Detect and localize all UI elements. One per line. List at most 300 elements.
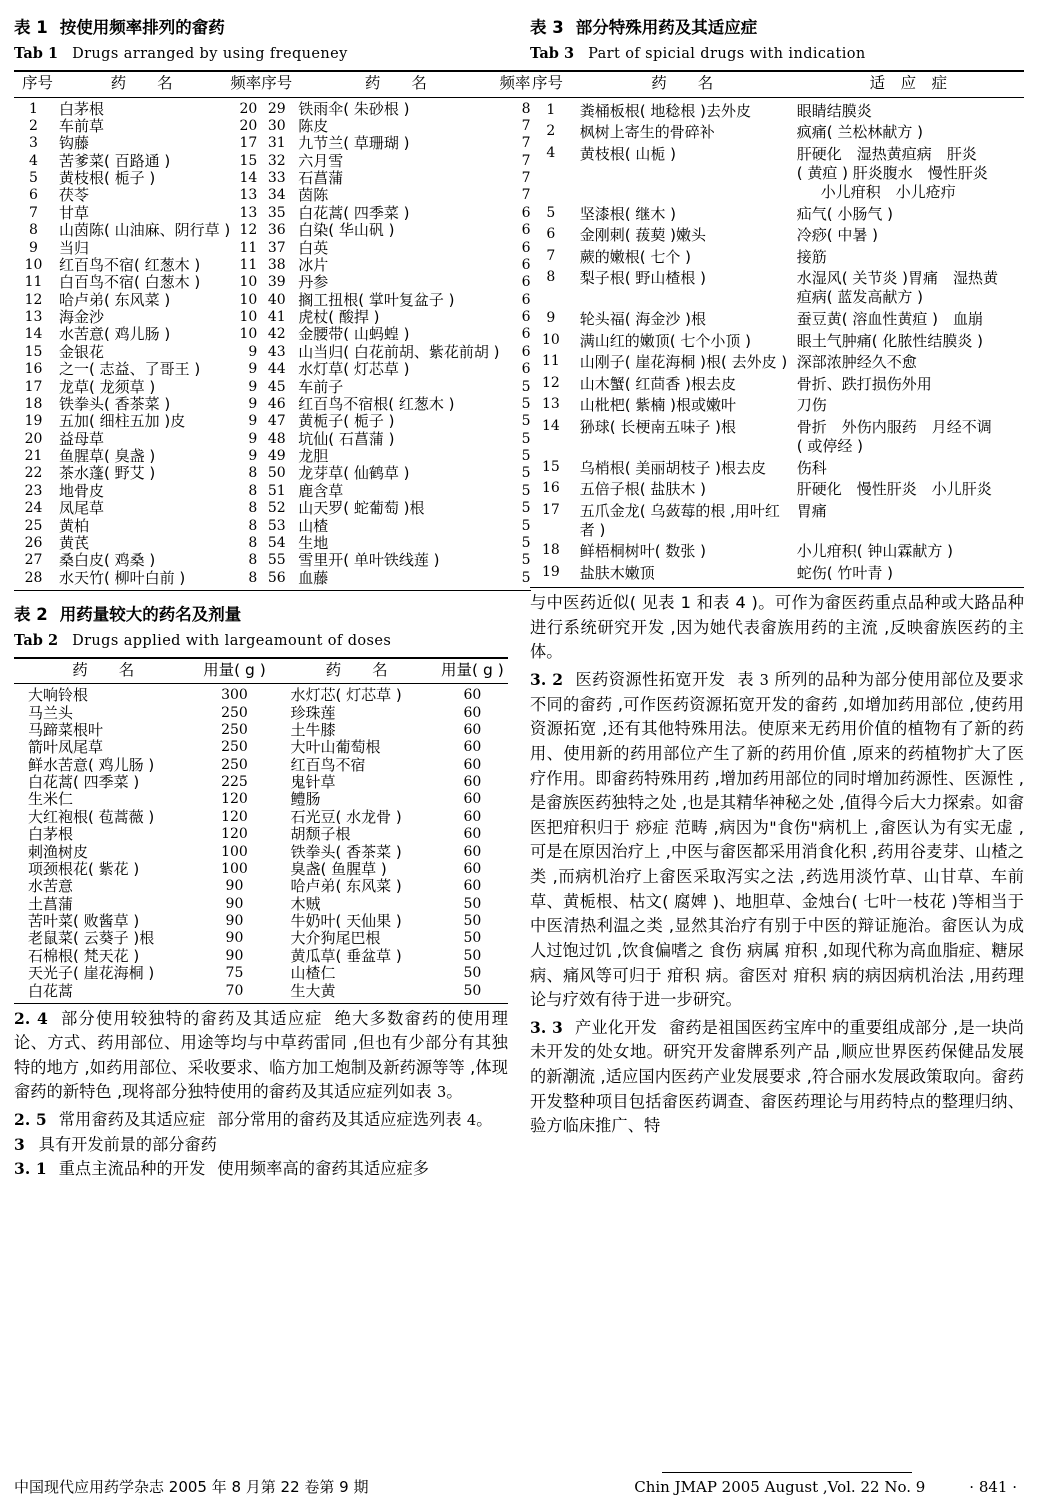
table1-cell-name-2: 龙胆 [298,447,329,465]
table1-cell-name-2: 山当归( 白花前胡、紫花前胡 ) [298,342,500,361]
table2-head [14,658,508,684]
table3-cell-indication [793,330,1024,352]
table1-cell-name-2: 车前子 [298,377,344,396]
table-row [14,809,508,826]
table2-cell-dose: 70 [225,982,244,999]
table1-cell-name-2: 坑仙( 石菖蒲 ) [298,429,395,448]
table2-cell-name: 水苦意 [28,877,74,896]
table3-cell-indication [793,225,1024,247]
table1-frequency [14,70,531,591]
table2-cell-dose-2: 50 [463,930,482,947]
table3-cell-name: 黄枝根( 山栀 ) [579,144,676,163]
table1-cell-name: 黄柏 [59,516,90,535]
table3-cell-no: 11 [541,353,560,370]
table1-cell-no: 18 [24,395,43,412]
table-row [14,517,531,534]
footer-journal-en: Chin JMAP 2005 August ,Vol. 22 No. 9 [634,1478,926,1496]
table2-cell-dose-2: 50 [463,913,482,929]
table1-cell-freq: 9 [248,430,258,447]
table1-col-no-2: 序号 [261,71,292,97]
inline-latin-text: 3 [759,673,769,690]
table1-cell-freq: 9 [248,378,258,395]
table1-cell-no-2: 42 [267,326,286,343]
table3-cell-name: 山枇杷( 紫楠 )根或嫩叶 [579,396,736,415]
table1-cell-name: 铁拳头( 香茶菜 ) [59,394,171,413]
table-row [530,374,1024,396]
table3-indication-line: 小儿疳积( 钟山霖献方 ) [796,542,954,561]
table3-indication-line: 肝硬化 慢性肝炎 小儿肝炎 [796,480,992,499]
table1-caption-cn [14,14,508,38]
table2-cell-dose-2: 60 [463,826,482,843]
table-row [14,274,531,291]
table3-indication-line: 疸病( 蓝发高献方 ) [796,288,924,307]
table1-cell-freq-2: 6 [521,326,531,343]
table3-special-drugs [530,70,1024,588]
section-number-3-2: 3. 2 [530,670,564,690]
table1-cell-freq: 8 [248,500,258,517]
table1-cell-name: 茯苓 [59,186,90,205]
table1-cell-no-2: 41 [267,309,286,325]
table2-cell-name-2: 山楂仁 [290,964,336,983]
table1-cell-no: 8 [29,222,38,239]
table-row [530,417,1024,458]
two-column-layout [14,14,1033,1454]
table3-cell-indication [793,457,1024,479]
table2-cell-dose: 90 [225,913,244,929]
right-column [530,14,1024,1454]
paragraph-3-1-continued: 与中医药近似( 见表 1 和表 4 )。可作为畲医药重点品种或大路品种进行系统研究开发 ,因为她代表畲族用药的主流 ,反映畲族医药的主体。 [530,593,1024,662]
table3-cell-name: 五爪金龙( 乌蔹莓的根 ,用叶红者 ) [579,501,780,539]
table1-cell-freq: 20 [239,117,258,134]
table1-cell-no: 15 [24,343,43,360]
table1-cell-name: 哈卢弟( 东风菜 ) [59,290,171,309]
table1-cell-name: 黄枝根( 栀子 ) [59,169,156,187]
table-row [14,791,508,808]
table3-indication-line: ( 黄疸 ) 肝炎腹水 慢性肝炎 [796,163,988,182]
section-title-3-1: 重点主流品种的开发 [58,1159,206,1179]
table3-caption-cn-number: 表 3 [530,18,564,37]
table3-cell-indication [793,501,1024,542]
footer-journal-cn: 中国现代应用药学杂志 2005 年 8 月第 22 卷第 9 期 [14,1478,369,1496]
table1-header-row [14,71,531,97]
table1-bottom-rule [14,590,531,591]
table1-cell-freq-2: 5 [521,569,531,586]
table3-caption-cn [530,14,1024,38]
table-row [14,257,531,274]
table2-cell-dose-2: 60 [463,808,482,825]
table1-cell-no: 17 [24,378,43,395]
table1-col-no: 序号 [14,71,53,97]
table1-cell-name: 桑白皮( 鸡桑 ) [59,551,156,570]
table2-cell-dose: 75 [225,965,244,982]
table2-col-dose-2: 用量( g ) [437,658,508,684]
table1-cell-no-2: 47 [267,413,286,430]
table1-cell-name-2: 山天罗( 蛇葡萄 )根 [298,499,425,518]
table3-cell-indication [793,143,1024,203]
table3-caption-en [530,45,1024,62]
table1-cell-no-2: 34 [267,187,286,204]
table1-cell-no-2: 48 [267,430,286,447]
table1-cell-name: 钩藤 [59,134,90,153]
table2-cell-dose-2: 60 [463,774,482,790]
table2-cell-name-2: 珍珠莲 [290,703,336,722]
table2-cell-name-2: 石光豆( 水龙骨 ) [290,807,402,826]
table1-cell-no-2: 36 [267,222,286,239]
table3-cell-name: 枫树上寄生的骨碎补 [579,123,715,142]
table1-cell-name: 水天竹( 柳叶白前 ) [59,568,186,587]
table1-cell-freq-2: 6 [521,239,531,256]
table-row [14,982,508,1003]
table2-cell-dose: 250 [221,704,248,721]
table1-cell-no: 2 [29,117,38,134]
table1-cell-no-2: 38 [267,256,286,273]
table1-cell-freq-2: 6 [521,256,531,273]
table2-cell-name-2: 大介狗尾巴根 [290,929,381,948]
table3-indication-line: 疝气( 小肠气 ) [796,204,894,223]
table-row [530,501,1024,542]
table1-cell-no-2: 49 [267,448,286,464]
table1-cell-no-2: 37 [267,239,286,256]
table2-col-dose: 用量( g ) [192,658,276,684]
table1-cell-name: 鱼腥草( 臭盏 ) [59,447,156,465]
table1-cell-name: 白茅根 [59,99,105,118]
table3-foot [530,588,1024,589]
table3-indication-line: ( 或停经 ) [796,437,864,455]
table2-cell-dose: 250 [221,739,248,756]
section-body-2-5: 部分常用的畲药及其适应症选列表 4。 [217,1110,493,1129]
table1-cell-freq-2: 5 [521,448,531,464]
table1-cell-no: 27 [24,552,43,569]
table3-indication-line: 骨折 外伤内服药 月经不调 [796,417,992,436]
table1-cell-no-2: 56 [267,569,286,586]
table1-cell-no: 9 [29,239,38,256]
table-row [14,413,531,430]
table3-col-name: 药 名 [572,71,793,97]
table1-cell-no: 23 [24,482,43,499]
table2-cell-dose-2: 60 [463,739,482,756]
table2-cell-dose: 225 [221,774,248,790]
table1-cell-freq: 10 [239,274,258,291]
table2-cell-name: 项颈根花( 紫花 ) [28,859,140,878]
table-row [530,143,1024,203]
table3-cell-no: 17 [541,501,560,518]
table-row [14,704,508,721]
table1-cell-name-2: 金腰带( 山蚂蝗 ) [298,325,410,344]
table2-cell-dose: 90 [225,895,244,912]
table3-cell-indication [793,247,1024,269]
table-row [530,457,1024,479]
table-row [14,500,531,517]
table1-cell-name-2: 黄栀子( 栀子 ) [298,412,395,431]
table3-col-indication: 适 应 症 [793,71,1024,97]
table3-cell-no: 19 [541,564,560,580]
table2-caption-cn-text: 用药量较大的药名及剂量 [59,604,242,624]
table1-cell-name: 水苦意( 鸡儿肠 ) [59,325,171,344]
table1-cell-name: 黄芪 [59,533,90,552]
table-row [14,205,531,222]
table3-caption-en-number: Tab 3 [530,45,575,62]
table1-cell-no: 21 [24,448,43,464]
table1-cell-name-2: 生地 [298,533,329,552]
table1-caption-en-number: Tab 1 [14,45,59,62]
table1-cell-freq: 20 [239,100,258,117]
table3-cell-indication [793,374,1024,396]
table-row [530,97,1024,122]
table2-cell-dose: 120 [221,791,248,808]
table1-caption-cn-text: 按使用频率排列的畲药 [59,18,225,37]
table1-cell-no: 10 [24,256,43,273]
table3-indication-line: 深部浓肿经久不愈 [796,353,917,372]
table2-cell-name: 天光子( 崖花海桐 ) [28,964,155,983]
table2-cell-name-2: 铁拳头( 香茶菜 ) [290,842,402,861]
section-number-3-1: 3. 1 [14,1159,47,1179]
table-row [14,965,508,982]
table2-caption-cn [14,601,508,625]
table1-cell-name-2: 铁雨伞( 朱砂根 ) [298,99,410,118]
table3-header-row [530,71,1024,97]
table-row [14,326,531,343]
table3-indication-line: 小儿疳积 小儿疮疖 [820,183,956,201]
table-row [14,739,508,756]
table1-cell-freq: 11 [239,239,258,256]
table1-cell-no-2: 46 [267,395,286,412]
table3-cell-name: 盐肤木嫩顶 [579,564,655,582]
table1-cell-no: 13 [24,309,43,325]
table-row [14,135,531,152]
table-row [14,878,508,895]
table-row [14,552,531,569]
table1-cell-freq-2: 5 [521,395,531,412]
table-row [14,535,531,552]
table-row [530,541,1024,563]
paragraph-3-3 [530,1016,1024,1139]
table1-cell-name-2: 水灯草( 灯芯草 ) [298,360,410,379]
table-row [14,361,531,378]
table2-foot [14,1003,508,1004]
table1-cell-name-2: 丹参 [298,273,329,292]
table3-indication-line: 伤科 [796,458,827,477]
table3-cell-no: 18 [541,542,560,559]
table3-cell-name: 五倍子根( 盐肤木 ) [579,480,706,499]
table3-cell-no: 2 [546,123,556,140]
table2-cell-name: 生米仁 [28,790,74,809]
table1-cell-name: 苦爹菜( 百路通 ) [59,151,171,170]
table1-cell-no: 25 [24,517,43,534]
table-row [14,722,508,739]
table2-cell-dose: 100 [221,843,248,860]
table-row [14,97,531,118]
table2-cell-name: 土菖蒲 [28,894,74,913]
table1-cell-no-2: 55 [267,552,286,569]
table1-cell-no: 14 [24,326,43,343]
table1-cell-freq: 12 [239,222,258,239]
table3-indication-line: 水湿风( 关节炎 )胃痛 湿热黄 [796,269,999,288]
table1-cell-no-2: 32 [267,152,286,169]
table2-cell-name-2: 鬼针草 [290,773,336,791]
table3-indication-line: 刀伤 [796,396,827,415]
table-row [14,465,531,482]
section-title-2-5: 常用畲药及其适应症 [58,1110,206,1129]
table1-cell-name-2: 红百鸟不宿根( 红葱木 ) [298,394,455,413]
table1-cell-name-2: 茵陈 [298,186,329,205]
table-row [14,170,531,187]
table2-cell-dose-2: 60 [463,860,482,877]
table1-cell-name-2: 白染( 华山矾 ) [298,221,395,240]
table1-cell-no-2: 30 [267,117,286,134]
table1-cell-name-2: 冰片 [298,255,329,274]
table1-cell-freq-2: 5 [521,517,531,534]
table-row [14,430,531,447]
table3-body [530,97,1024,588]
table-row [530,563,1024,588]
table1-cell-freq-2: 6 [521,361,531,378]
table1-cell-freq-2: 5 [521,500,531,517]
section-number-3-3: 3. 3 [530,1017,563,1037]
table3-indication-line: 接筋 [796,247,827,266]
table2-col-name-2: 药 名 [276,658,436,684]
table3-cell-name: 梨子根( 野山楂根 ) [579,269,706,288]
table2-cell-dose: 250 [221,721,248,738]
table1-cell-no-2: 40 [267,291,286,308]
table2-cell-dose: 100 [221,860,248,877]
section-number-2-5: 2. 5 [14,1110,47,1129]
table1-cell-no: 26 [24,534,43,551]
table-row [530,352,1024,374]
table3-cell-name: 狲球( 长梗南五味子 )根 [579,417,736,436]
table1-cell-freq-2: 6 [521,274,531,291]
table1-cell-freq: 9 [248,343,258,360]
table3-cell-no: 9 [546,310,556,326]
table1-cell-freq: 13 [239,187,258,204]
table3-indication-line: 胃痛 [796,501,827,520]
table1-cell-freq: 8 [248,569,258,586]
table3-indication-line: 冷痧( 中暑 ) [796,226,879,245]
page-footer [14,1476,1033,1497]
table3-caption-cn-text: 部分特殊用药及其适应症 [575,18,758,37]
table3-caption-en-text: Part of spicial drugs with indication [588,46,866,62]
table2-cell-dose: 90 [225,878,244,895]
table2-cell-dose-2: 60 [463,878,482,895]
table3-cell-no: 1 [546,101,556,118]
table1-col-name-2: 药 名 [292,71,499,97]
table1-cell-freq-2: 7 [521,170,531,186]
table2-caption-cn-number: 表 2 [14,604,48,624]
table3-cell-indication [793,479,1024,501]
table1-cell-freq-2: 7 [521,135,531,152]
table3-cell-name: 蕨的嫩根( 七个 ) [579,247,691,266]
table-row [14,756,508,773]
paragraph-3-2 [530,668,1024,1013]
table-row [14,152,531,169]
table1-cell-freq-2: 5 [521,534,531,551]
table3-cell-indication [793,97,1024,122]
table2-cell-name-2: 臭盏( 鱼腥草 ) [290,859,387,878]
table1-cell-no: 22 [24,465,43,482]
table1-cell-no: 24 [24,500,43,517]
table1-cell-freq-2: 6 [521,204,531,221]
table1-cell-name-2: 白花蒿( 四季菜 ) [298,203,410,222]
table3-bottom-rule [530,588,1024,589]
table2-cell-name-2: 牛奶叶( 天仙果 ) [290,912,402,930]
table2-cell-dose-2: 60 [463,756,482,773]
table3-cell-no: 7 [546,247,556,264]
table1-cell-no: 11 [24,274,43,291]
table3-cell-no: 13 [541,396,560,413]
table3-cell-no: 4 [546,144,556,161]
table1-caption-en [14,45,508,62]
table2-cell-dose-2: 50 [463,895,482,912]
table3-indication-line: 蚕豆黄( 溶血性黄疸 ) 血崩 [796,310,984,328]
table1-cell-name-2: 六月雪 [298,151,344,170]
table1-cell-freq: 8 [248,465,258,482]
table1-cell-freq-2: 5 [521,482,531,499]
table1-cell-freq: 10 [239,291,258,308]
section-title-3-3: 产业化开发 [574,1017,657,1037]
table3-cell-name: 鲜梧桐树叶( 数张 ) [579,542,706,561]
table2-dosage [14,657,508,1004]
table-row [14,930,508,947]
table2-cell-name: 苦叶菜( 败酱草 ) [28,912,140,930]
table1-cell-name-2: 石菖蒲 [298,169,344,187]
table2-cell-dose-2: 50 [463,982,482,999]
table3-cell-no: 16 [541,480,560,497]
table3-indication-line: 疯痛( 兰松林献方 ) [796,123,924,142]
table1-cell-freq-2: 5 [521,430,531,447]
table-row [14,239,531,256]
table-row [530,203,1024,225]
table1-cell-freq-2: 7 [521,117,531,134]
table1-col-freq: 频率 [230,71,261,97]
table1-col-freq-2: 频率 [500,71,531,97]
table-row [14,187,531,204]
table-row [14,222,531,239]
table3-indication-line: 眼土气肿痛( 化脓性结膜炎 ) [796,331,984,350]
table2-cell-dose-2: 60 [463,704,482,721]
table1-cell-no: 5 [29,170,38,186]
section-body-3-3: 畲药是祖国医药宝库中的重要组成部分 ,是一块尚未开发的处女地。研究开发畲牌系列产品 ,顺应世界医药保健品发展的新潮流 ,适应国内医药产业发展要求 ,符合丽水发展政策取向。畲药开发整种项目包括畲医药调查、畲医药理论与用药特点的整理归纳、验方临床推广、特 [530,1017,1025,1136]
table1-cell-freq-2: 7 [521,187,531,204]
table1-cell-no-2: 39 [267,274,286,291]
table2-cell-dose-2: 60 [463,721,482,738]
table3-col-no: 序号 [530,71,572,97]
table1-cell-name: 山茵陈( 山油麻、阴行草 ) [59,221,231,240]
table2-cell-name-2: 鳢肠 [290,790,321,809]
table1-cell-freq: 9 [248,395,258,412]
table-row [14,895,508,912]
table3-cell-name: 山刚子( 崖花海桐 )根( 去外皮 ) [579,353,788,372]
section-body-2-4: 绝大多数畲药的使用理论、方式、药用部位、用途等均与中草药雷同 ,但也有少部分有其独特的地方 ,如药用部位、采收要求、临方加工炮制及新药源等等 ,体现畲药的新特色 ,现将部分独特使用的畲药及其适应症列如表 3。 [14,1008,509,1102]
table2-cell-name: 马兰头 [28,703,74,722]
table1-body [14,97,531,590]
section-title-3: 具有开发前景的部分畲药 [38,1134,217,1154]
table3-cell-name: 粪桶板根( 地稔根 )去外皮 [579,101,751,120]
table1-cell-no-2: 29 [267,100,286,117]
table2-cell-name: 白花蒿 [28,981,74,1000]
paragraph-3-1 [14,1157,508,1182]
table2-bottom-rule [14,1003,508,1004]
table1-cell-freq: 9 [248,448,258,464]
table1-cell-name: 白百鸟不宿( 白葱木 ) [59,273,201,292]
table-row [14,861,508,878]
table3-cell-indication [793,395,1024,417]
table2-cell-name-2: 红百鸟不宿 [290,755,366,774]
table1-cell-freq: 8 [248,534,258,551]
table1-cell-no: 6 [29,187,38,204]
table2-cell-name: 白茅根 [28,825,74,844]
table2-caption-en [14,632,508,649]
table3-cell-name: 金刚刺( 菝葜 )嫩头 [579,226,706,245]
table1-cell-freq: 8 [248,482,258,499]
